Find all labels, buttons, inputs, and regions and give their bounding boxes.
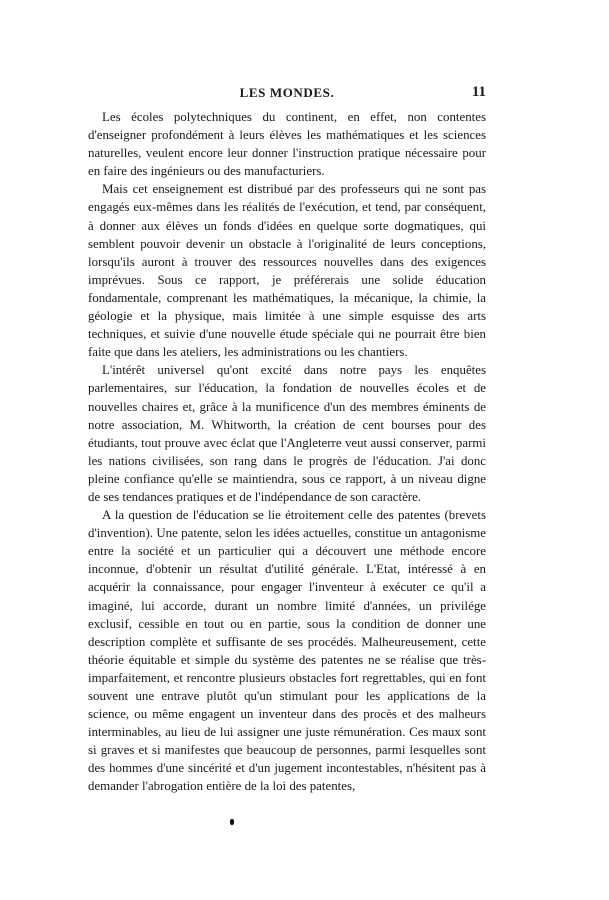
page-number: 11	[471, 84, 486, 100]
paragraph: L'intérêt universel qu'ont excité dans notre pays les enquêtes parlementaires, sur l'éducation, la fondation de nouvelles écoles et de nouvelles chaires et, grâce à la munificence d'un des membres éminents de notre association, M. Whitworth, la création de cent bourses pour des étudiants, tout prouve avec éclat que l'Angleterre veut aussi conserver, parmi les nations civilisées, son rang dans le progrès de l'éducation. J'ai donc pleine confiance qu'elle se maintiendra, sous ce rapport, à un niveau digne de ses tendances pratiques et de l'indépendance de son caractère.	[88, 363, 486, 504]
ink-dot-mark	[230, 819, 234, 825]
paragraph: A la question de l'éducation se lie étroitement celle des patentes (brevets d'invention). Une patente, selon les idées actuelles, constitue un antagonisme entre la société et un particulier qui a découvert une méthode encore inconnue, d'obtenir un résultat d'utilité générale. L'Etat, intéressé à en acquérir la connaissance, pour engager l'inventeur à exécuter ce qu'il a imaginé, lui accorde, durant un nombre limité d'années, un privilége exclusif, cessible en tout ou en partie, sous la condition de donner une description complète et suffisante de ses procédés. Malheureusement, cette théorie équitable et simple du système des patentes ne se réalise que très-imparfaitement, et rencontre plusieurs obstacles fort regrettables, qui en font souvent une entrave plutôt qu'un stimulant pour les applications de la science, ou même engagent un inventeur dans des procès et des malheurs interminables, au lieu de lui assigner une juste rémunération. Ces maux sont si graves et si manifestes que beaucoup de personnes, parmi lesquelles sont des hommes d'une sincérité et d'un jugement incontestables, n'hésitent pas à demander l'abrogation entière de la loi des patentes,	[88, 508, 486, 794]
paragraph: Les écoles polytechniques du continent, en effet, non contentes d'enseigner profondément à leurs élèves les mathématiques et les sciences naturelles, veulent encore leur donner l'instruction pratique nécessaire pour en faire des ingénieurs ou des manufacturiers.	[88, 110, 486, 179]
body-text	[88, 108, 486, 796]
page-header	[88, 85, 486, 105]
paragraph: Mais cet enseignement est distribué par des professeurs qui ne sont pas engagés eux-mêmes dans les réalités de l'exécution, et tend, par conséquent, à donner aux élèves un fonds d'idées en quelque sorte dogmatiques, qui semblent pouvoir devenir un obstacle à l'originalité de leurs conceptions, lorsqu'ils auront à trouver des ressources nouvelles dans des exigences imprévues. Sous ce rapport, je préférerais une solide éducation fondamentale, comprenant les mathématiques, la mécanique, la chimie, la géologie et la physique, mais limitée à une simple esquisse des arts techniques, et suivie d'une nouvelle étude spéciale qui ne pourrait être bien faite que dans les ateliers, les administrations ou les chantiers.	[88, 182, 486, 360]
running-head: LES MONDES.	[239, 85, 335, 100]
